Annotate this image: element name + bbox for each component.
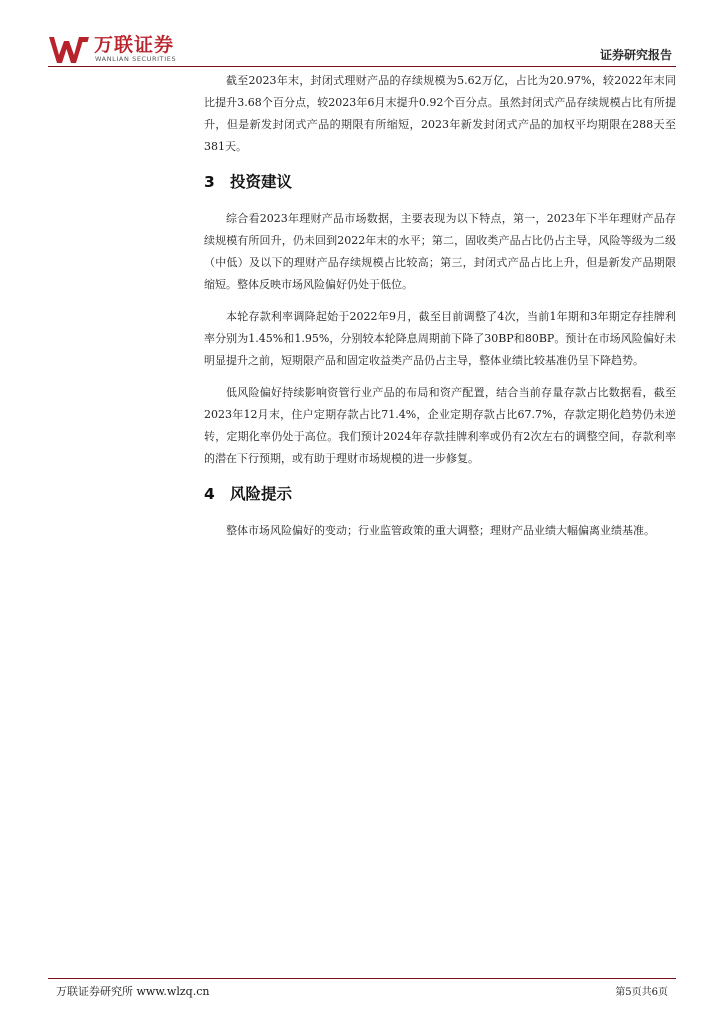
footer-institute: 万联证券研究所 www.wlzq.cn [56,985,210,998]
header-divider [48,66,676,67]
section-heading-risk-warning [204,483,676,505]
risk-paragraph: 整体市场风险偏好的变动；行业监管政策的重大调整；理财产品业绩大幅偏离业绩基准。 [226,524,655,537]
investment-paragraph-3: 低风险偏好持续影响资管行业产品的布局和资产配置，结合当前存量存款占比数据看，截至2023年12月末，住户定期存款占比71.4%，企业定期存款占比67.7%，存款定期化趋势仍未逆转，定期化率仍处于高位。我们预计2024年存款挂牌利率或仍有2次左右的调整空间，存款利率的潜在下行预期，或有助于理财市场规模的进一步修复。 [204,386,676,465]
footer-divider [48,978,676,979]
investment-paragraph-2: 本轮存款利率调降起始于2022年9月，截至目前调整了4次，当前1年期和3年期定存挂牌利率分别为1.45%和1.95%，分别较本轮降息周期前下降了30BP和80BP。预计在市场风险偏好未明显提升之前，短期限产品和固定收益类产品仍占主导，整体业绩比较基准仍呈下降趋势。 [204,310,676,367]
section-title: 风险提示 [230,485,293,503]
section-number: 3 [204,173,215,191]
page-number: 第5页共6页 [615,987,668,998]
wanlian-logo-icon [48,34,90,64]
section-heading-investment-advice [204,171,676,193]
investment-paragraph-1: 综合看2023年理财产品市场数据，主要表现为以下特点，第一，2023年下半年理财产品存续规模有所回升，仍未回到2022年末的水平；第二，固收类产品占比仍占主导，风险等级为二级（中低）及以下的理财产品存续规模占比较高；第三，封闭式产品占比上升，但是新发产品期限缩短。整体反映市场风险偏好仍处于低位。 [204,212,676,291]
section-number: 4 [204,485,215,503]
logo-text-cn: 万联证券 [94,34,175,56]
page-header [48,28,676,68]
logo-text-en: WANLIAN SECURITIES [95,55,177,63]
section-title: 投资建议 [230,173,293,191]
page-content [204,70,676,552]
report-type-label: 证券研究报告 [599,48,672,62]
intro-paragraph: 截至2023年末，封闭式理财产品的存续规模为5.62万亿，占比为20.97%，较2022年末同比提升3.68个百分点，较2023年6月末提升0.92个百分点。虽然封闭式产品存续规模占比有所提升，但是新发封闭式产品的期限有所缩短，2023年新发封闭式产品的加权平均期限在288天至381天。 [204,74,676,153]
